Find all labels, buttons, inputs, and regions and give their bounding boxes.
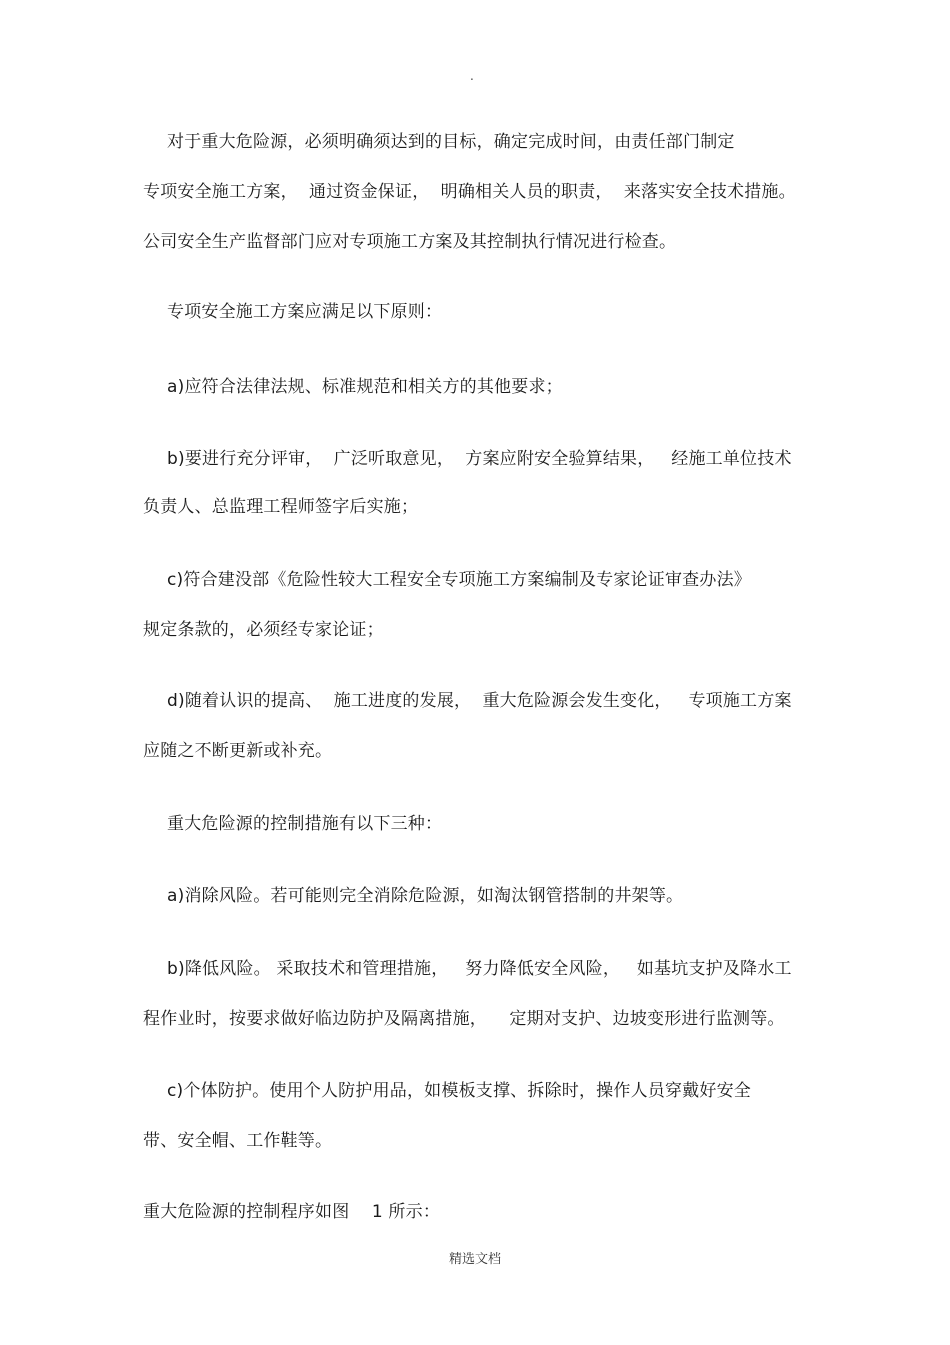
paragraph-line: 带、安全帽、工作鞋等。 — [143, 1131, 333, 1151]
header-mark: . — [470, 69, 474, 83]
paragraph-line: 重大危险源的控制程序如图 1 所示： — [143, 1202, 441, 1222]
paragraph-line: b)要进行充分评审， 广泛听取意见， 方案应附安全验算结果， 经施工单位技术 — [167, 449, 792, 469]
paragraph-line: 专项安全施工方案应满足以下原则： — [167, 302, 443, 322]
paragraph-line: a)应符合法律法规、标准规范和相关方的其他要求； — [167, 377, 563, 397]
paragraph-line: 负责人、总监理工程师签字后实施； — [143, 497, 419, 517]
paragraph-line: 应随之不断更新或补充。 — [143, 741, 333, 761]
paragraph-line: 公司安全生产监督部门应对专项施工方案及其控制执行情况进行检查。 — [143, 232, 677, 252]
paragraph-line: 专项安全施工方案， 通过资金保证， 明确相关人员的职责， 来落实安全技术措施。 — [143, 182, 796, 202]
paragraph-line: c)符合建没部《危险性较大工程安全专项施工方案编制及专家论证审查办法》 — [167, 570, 751, 590]
paragraph-line: 规定条款的，必须经专家论证； — [143, 620, 384, 640]
paragraph-line: 对于重大危险源，必须明确须达到的目标，确定完成时间，由责任部门制定 — [167, 132, 735, 152]
paragraph-line: a)消除风险。若可能则完全消除危险源，如淘汰钢管搭制的井架等。 — [167, 886, 684, 906]
paragraph-line: b)降低风险。 采取技术和管理措施， 努力降低安全风险， 如基坑支护及降水工 — [167, 959, 792, 979]
paragraph-line: 重大危险源的控制措施有以下三种： — [167, 814, 443, 834]
paragraph-line: d)随着认识的提高、 施工进度的发展， 重大危险源会发生变化， 专项施工方案 — [167, 691, 792, 711]
paragraph-line: 程作业时，按要求做好临边防护及隔离措施， 定期对支护、边坡变形进行监测等。 — [143, 1009, 785, 1029]
paragraph-line: c)个体防护。使用个人防护用品，如模板支撑、拆除时，操作人员穿戴好安全 — [167, 1081, 751, 1101]
page-footer: 精选文档 — [448, 1252, 501, 1267]
